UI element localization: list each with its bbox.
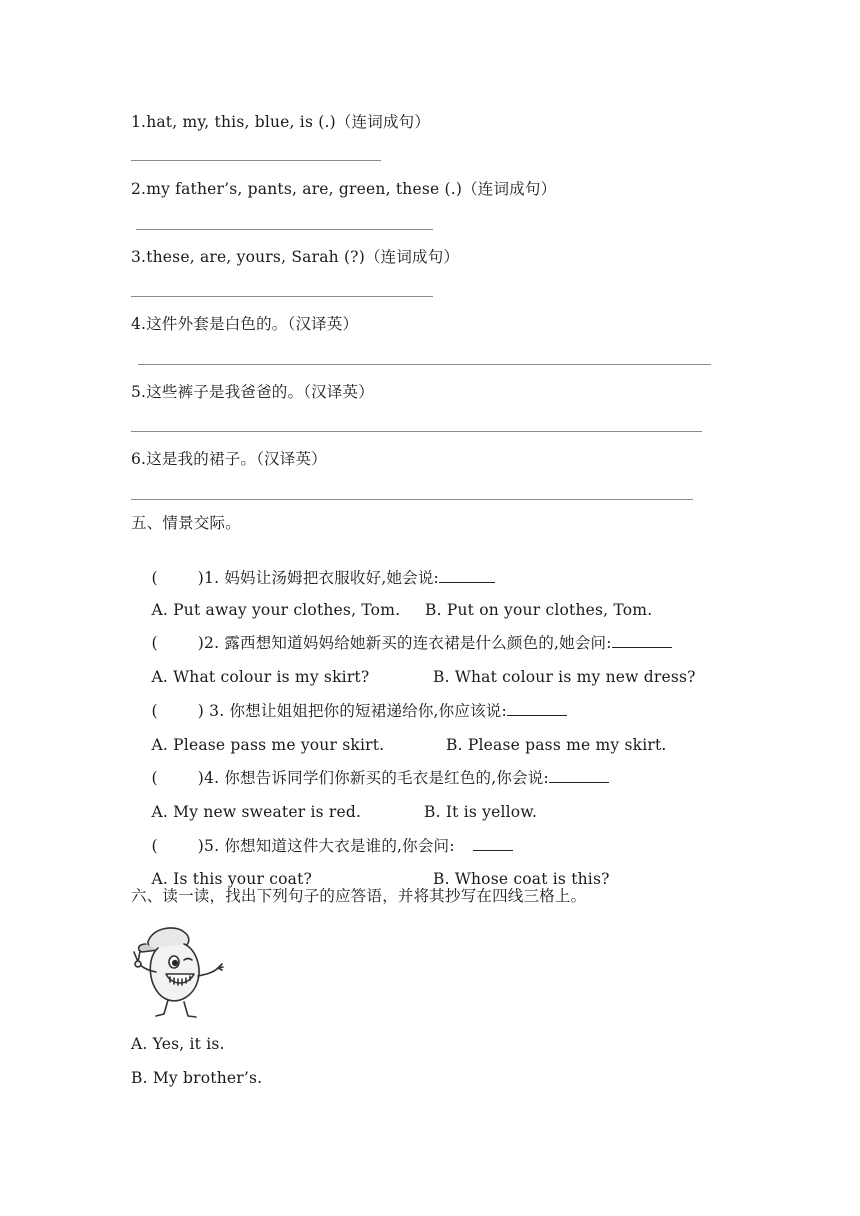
option-3b: B. Please pass me my skirt.: [446, 736, 667, 754]
paren-open: (: [151, 837, 158, 855]
question-3: 3.these, are, yours, Sarah (?)（连词成句）: [131, 248, 460, 266]
option-1a: A. Put away your clothes, Tom.: [151, 601, 401, 619]
answer-line-1[interactable]: [131, 160, 381, 161]
option-4b: B. It is yellow.: [424, 803, 538, 821]
option-4a: A. My new sweater is red.: [151, 803, 362, 821]
question-4: 4.这件外套是白色的。（汉译英）: [131, 315, 359, 333]
option-2b: B. What colour is my new dress?: [433, 668, 696, 686]
answer-line-6[interactable]: [131, 499, 693, 500]
question-6: 6.这是我的裙子。（汉译英）: [131, 450, 327, 468]
section-6-title: 六、读一读，找出下列句子的应答语，并将其抄写在四线三格上。: [131, 887, 587, 905]
paren-close: ): [197, 702, 205, 720]
cartoon-boy-waving-icon: [128, 922, 228, 1022]
option-5a: A. Is this your coat?: [151, 870, 313, 888]
question-1: 1.hat, my, this, blue, is (.)（连词成句）: [131, 113, 431, 131]
answer-line-2[interactable]: [136, 229, 433, 230]
paren-close: ): [197, 837, 205, 855]
blank-5[interactable]: [473, 836, 513, 851]
option-2a: A. What colour is my skirt?: [151, 668, 370, 686]
option-5b: B. Whose coat is this?: [433, 870, 610, 888]
option-a: A. Yes, it is.: [131, 1035, 225, 1053]
section-5-title: 五、情景交际。: [131, 514, 241, 532]
option-3a: A. Please pass me your skirt.: [151, 736, 385, 754]
answer-line-5[interactable]: [131, 431, 702, 432]
paren-close: ): [197, 569, 205, 587]
paren-open: (: [151, 769, 158, 787]
blank-1[interactable]: [439, 568, 495, 583]
question-2: 2.my father’s, pants, are, green, these (.)（连词成句）: [131, 180, 557, 198]
prompt-3: 3. 你想让姐姐把你的短裙递给你,你应该说:: [204, 702, 507, 720]
prompt-4: 4. 你想告诉同学们你新买的毛衣是红色的,你会说:: [204, 769, 549, 787]
answer-line-4[interactable]: [138, 364, 711, 365]
prompt-2: 2. 露西想知道妈妈给她新买的连衣裙是什么颜色的,她会问:: [204, 634, 612, 652]
prompt-1: 1. 妈妈让汤姆把衣服收好,她会说:: [204, 569, 439, 587]
paren-open: (: [151, 634, 158, 652]
answer-line-3[interactable]: [131, 296, 433, 297]
question-5: 5.这些裤子是我爸爸的。（汉译英）: [131, 383, 374, 401]
blank-3[interactable]: [507, 701, 567, 716]
blank-2[interactable]: [612, 633, 672, 648]
option-1b: B. Put on your clothes, Tom.: [425, 601, 653, 619]
paren-close: ): [197, 634, 205, 652]
prompt-5: 5. 你想知道这件大衣是谁的,你会问:: [204, 837, 455, 855]
blank-4[interactable]: [549, 768, 609, 783]
option-b: B. My brother’s.: [131, 1069, 263, 1087]
paren-close: ): [197, 769, 205, 787]
paren-open: (: [151, 702, 158, 720]
paren-open: (: [151, 569, 158, 587]
